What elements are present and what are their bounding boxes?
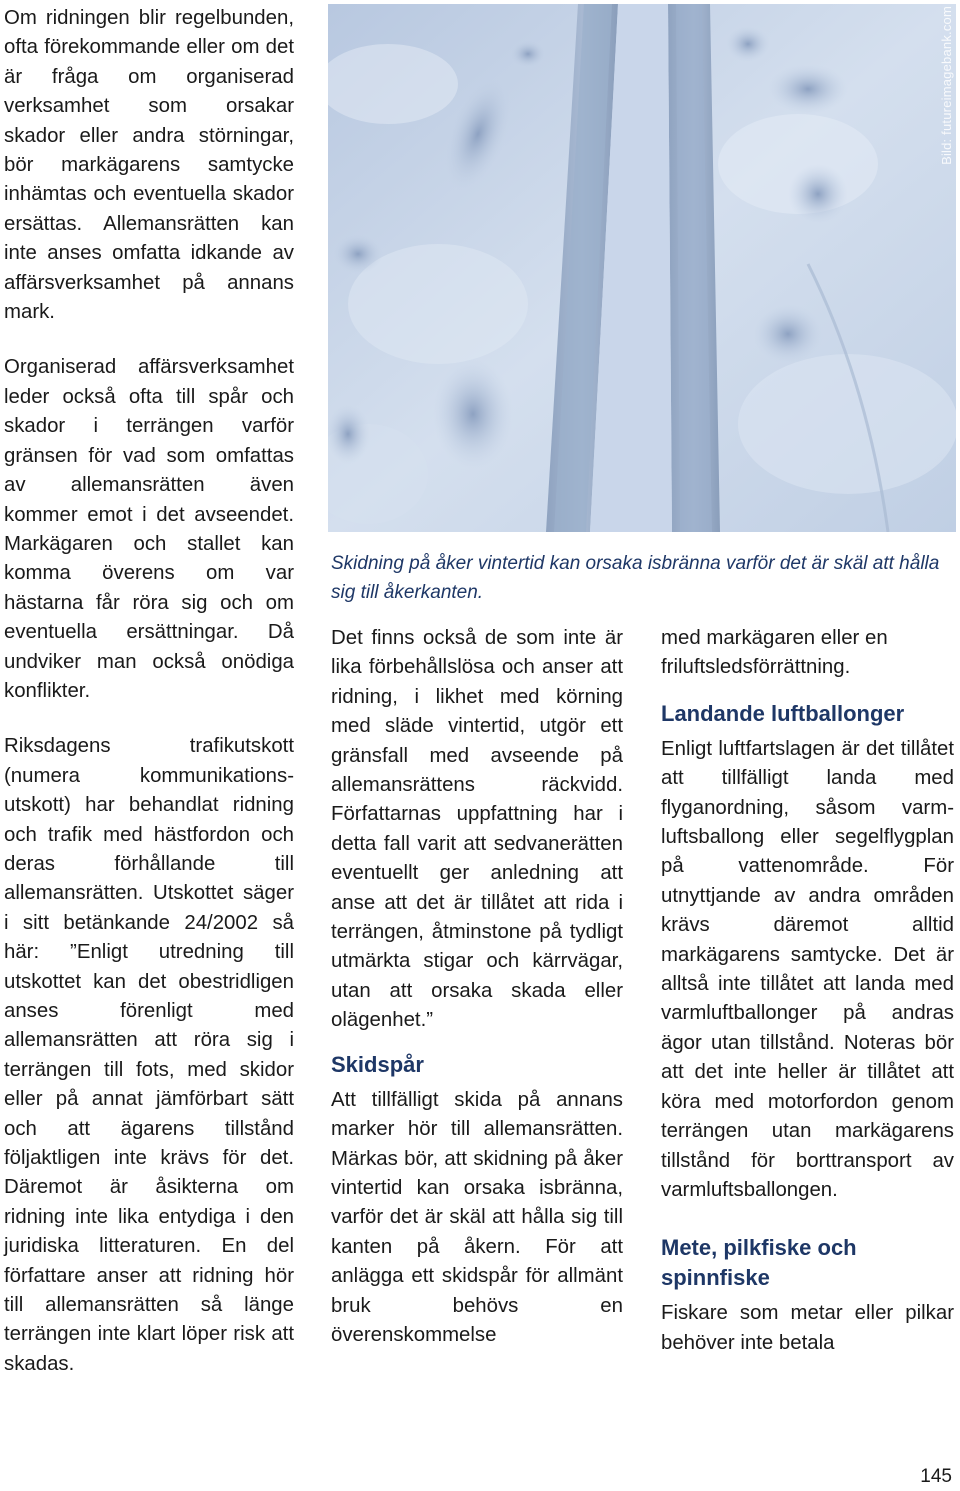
paragraph: Organiserad affärsverksamhet leder också ofta till spår och skador i terrängen varför gränsen för vad som omfattas av allemansrätten även kommer emot i det avseendet. Markägaren och stallet kan komma överens om var hästarna får röra sig och om eventuella ersättningar. Då undviker man också onödiga konflikter.	[4, 356, 294, 702]
section-heading-fiske: Mete, pilkfiske och spinnfiske	[661, 1235, 857, 1291]
paragraph: Enligt luftfartslagen är det tillåtet att tillfälligt landa med flyganordning, såsom varmluftsballong eller segelflygplan på vattenområde. För utnyttjande av andra områden krävs däremot alltid markägarens samtycke. Det är alltså inte tillåtet att landa med varmluftballonger på andras ägor utan tillstånd. Noteras bör att det inte heller är tillåtet att köra med motorfordon genom terrängen utan markägarens tillstånd för borttransport av varmluftsballongen.	[661, 737, 954, 1201]
paragraph: Fiskare som metar eller pilkar behöver inte betala	[661, 1302, 954, 1354]
text-column-2	[331, 624, 623, 1350]
paragraph: Om ridningen blir regelbunden, ofta förekommande eller om det är fråga om organiserad verksamhet som orsakar skador eller andra störningar, bör markägarens samtycke inhämtas och eventuella skador ersättas. Allemansrätten kan inte anses omfatta idkande av affärsverksamhet på annans mark.	[4, 7, 294, 324]
page-number: 145	[920, 1466, 952, 1487]
photo-caption: Skidning på åker vintertid kan orsaka isbränna varför det är skäl att hålla sig till åkerkanten.	[331, 553, 940, 603]
text-column-3	[661, 624, 954, 1358]
section-heading-skidspar: Skidspår	[331, 1051, 424, 1077]
text-column-1	[4, 4, 294, 1405]
section-heading-luftballonger: Landande luftballonger	[661, 700, 905, 726]
photo-credit: Bild: futureimagebank.com	[939, 6, 954, 165]
paragraph: Riksdagens trafikutskott (numera kommunikationsutskott) har behandlat ridning och trafik med hästfordon och deras förhållande till allemansrätten. Utskottet säger i sitt betänkande 24/2002 så här: ”Enligt utredning till utskottet kan det obestridligen anses förenligt med allemansrätten att röra sig i terrängen till fots, med skidor eller på annat jämförbart sätt och att ägarens tillstånd följaktligen inte krävs för det. Däremot är åsikterna om ridning inte lika entydiga i den juridiska litteraturen. En del författare anser att ridning hör till allemansrätten så länge terrängen inte klart löper risk att skadas.	[4, 735, 294, 1375]
ski-track-photo	[328, 4, 956, 532]
paragraph: med markägaren eller en friluftsledsförrättning.	[661, 627, 888, 679]
paragraph: Det finns också de som inte är lika förbehållslösa och anser att ridning, i likhet med körning med släde vintertid, utgör ett gränsfall med avseende på allemansrättens räckvidd. Författarnas uppfattning har i detta fall varit att sedvanerätten eventuellt ger anledning att anse att det är tillåtet att rida i terrängen, åtminstone på tydligt utmärkta stigar och kärrvägar, utan att orsaka skada eller olägenhet.”	[331, 627, 623, 1032]
paragraph: Att tillfälligt skida på annans marker hör till allemansrätten. Märkas bör, att skidning på åker vintertid kan orsaka isbränna, varför det är skäl att hålla sig till kanten på åkern. För att anlägga ett skidspår för allmänt bruk behövs en överenskommelse	[331, 1088, 623, 1346]
snow-illustration	[328, 4, 956, 532]
